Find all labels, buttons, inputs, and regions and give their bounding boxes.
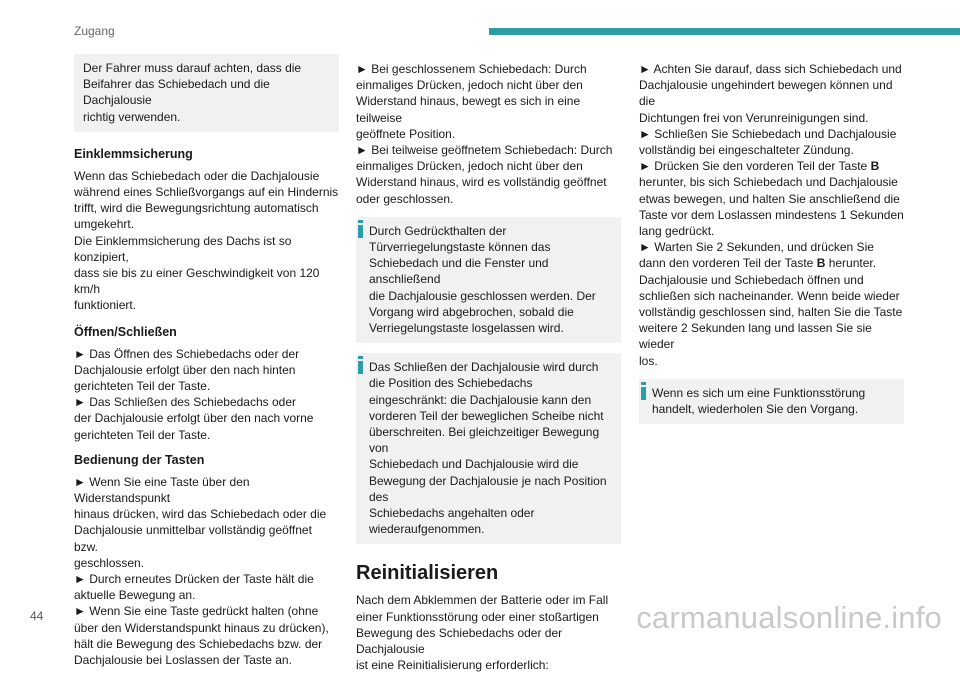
note-text: Das Schließen der Dachjalousie wird durch die Position des Schiebedachs eingeschränkt: die Dachjalousie kann den vorderen Teil der beweglichen Scheibe nicht überschreiten. Bei gleichzeitiger Bewegung von Schiebedach und Dachjalousie wird die Bewegung der Dachjalousie je nach Position des Schiebedachs angehalten oder wiederaufgenommen. bbox=[369, 360, 607, 537]
header-accent-bar bbox=[489, 28, 960, 35]
paragraph-oeffnen-schliessen: ► Das Öffnen des Schiebedachs oder der Dachjalousie erfolgt über den nach hinten gerichteten Teil der Taste. ► Das Schließen des Schiebedachs oder der Dachjalousie erfolgt über den nach vorne gerichteten Teil der Taste. bbox=[74, 346, 314, 442]
key-label-b: B bbox=[870, 159, 880, 174]
heading-einklemmsicherung: Einklemmsicherung bbox=[74, 146, 193, 161]
heading-bedienung: Bedienung der Tasten bbox=[74, 452, 205, 467]
note-box-dachjalousie bbox=[356, 353, 621, 544]
watermark: carmanualsonline.info bbox=[636, 600, 942, 635]
paragraph-bedienung: ► Wenn Sie eine Taste über den Widerstandspunkt hinaus drücken, wird das Schiebedach oder die Dachjalousie unmittelbar vollständig geöffnet bzw. geschlossen. ► Durch erneutes Drücken der Taste hält die aktuelle Bewegung an. ► Wenn Sie eine Taste gedrückt halten (ohne über den Widerstandspunkt hinaus zu drücken), hält die Bewegung des Schiebedachs bzw. der Dachjalousie bei Loslassen der Taste an. bbox=[74, 474, 329, 668]
note-text: Durch Gedrückthalten der Türverriegelungstaste können das Schiebedach und die Fenster und anschließend die Dachjalousie geschlossen werden. Der Vorgang wird abgebrochen, sobald die Verriegelungstaste losgelassen wird. bbox=[369, 223, 596, 336]
note-text: Wenn es sich um eine Funktionsstörung handelt, wiederholen Sie den Vorgang. bbox=[652, 385, 866, 417]
key-label-b: B bbox=[816, 256, 826, 271]
column-2 bbox=[356, 54, 621, 674]
column-1 bbox=[74, 54, 339, 668]
paragraph-schiebedach-positions: ► Bei geschlossenem Schiebedach: Durch einmaliges Drücken, jedoch nicht über den Widerstand hinaus, bewegt es sich in eine teilweise geöffnete Position. ► Bei teilweise geöffnetem Schiebedach: Durch einmaliges Drücken, jedoch nicht über den Widerstand hinaus, wird es vollständig geöffnet oder geschlossen. bbox=[356, 62, 613, 206]
info-icon bbox=[356, 220, 366, 238]
note-box-funktionsstoerung bbox=[639, 379, 904, 424]
paragraph-reinitialisieren: Nach dem Abklemmen der Batterie oder im Fall einer Funktionsstörung oder einer stoßartigen Bewegung des Schiebedachs oder der Dachjalousie ist eine Reinitialisierung erforderlich: bbox=[356, 593, 609, 673]
header-section-title: Zugang bbox=[74, 24, 115, 38]
column-3 bbox=[639, 54, 904, 424]
note-text: Der Fahrer muss darauf achten, dass die Beifahrer das Schiebedach und die Dachjalousie richtig verwenden. bbox=[83, 61, 302, 124]
paragraph-einklemmsicherung: Wenn das Schiebedach oder die Dachjalousie während eines Schließvorgangs auf ein Hindernis trifft, wird die Bewegungsrichtung automatisch umgekehrt. Die Einklemmsicherung des Dachs ist so konzipiert, dass sie bis zu einer Geschwindigkeit von 120 km/h funktioniert. bbox=[74, 168, 339, 313]
paragraph-reinit-steps: ► Achten Sie darauf, dass sich Schiebedach und Dachjalousie ungehindert bewegen können und die Dichtungen frei von Verunreinigungen sind. ► Schließen Sie Schiebedach und Dachjalousie vollständig bei eingeschalteter Zündung. ► Drücken Sie den vorderen Teil der Taste B herunter, bis sich Schiebedach und Dachjalousie etwas bewegen, und halten Sie anschließend die Taste vor dem Loslassen mindestens 1 Sekunden lang gedrückt. ► Warten Sie 2 Sekunden, und drücken Sie dann den vorderen Teil der Taste B herunter. Dachjalousie und Schiebedach öffnen und schließen sich nacheinander. Wenn beide wieder vollständig geschlossen sind, halten Sie die Taste weitere 2 Sekunden lang und lassen Sie sie wieder los. bbox=[639, 62, 904, 368]
heading-reinitialisieren: Reinitialisieren bbox=[356, 562, 499, 585]
note-box-tuerverriegelung bbox=[356, 217, 621, 343]
note-box-driver bbox=[74, 54, 339, 132]
heading-oeffnen-schliessen: Öffnen/Schließen bbox=[74, 324, 177, 339]
page-number: 44 bbox=[30, 609, 44, 623]
info-icon bbox=[639, 382, 649, 400]
info-icon bbox=[356, 356, 366, 374]
